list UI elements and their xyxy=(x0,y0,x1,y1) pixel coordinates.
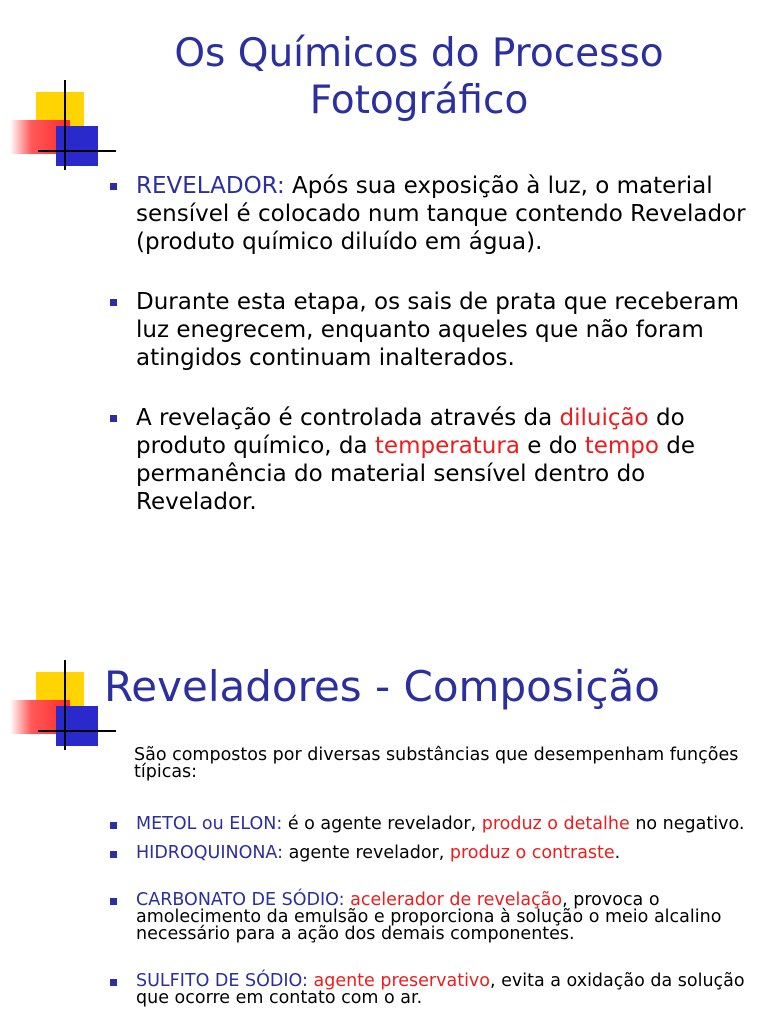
highlight-preservativo: agente preservativo xyxy=(313,971,490,991)
bullet-text: Durante esta etapa, os sais de prata que receberam luz enegrecem, enquanto aqueles que não foram atingidos continuam inalterados. xyxy=(136,289,740,371)
square-bullet-icon xyxy=(110,898,117,905)
bullet-text: de permanência do material sensível dentro do Revelador. xyxy=(136,433,696,515)
intro-text: São compostos por diversas substâncias que desempenham funções típicas: xyxy=(134,745,739,782)
slide-1-title xyxy=(80,30,758,124)
title-line-1: Os Químicos do Processo xyxy=(174,31,664,76)
highlight-temperatura: temperatura xyxy=(374,433,520,459)
highlight-acelerador: acelerador de revelação xyxy=(350,890,563,910)
highlight-contraste: produz o contraste xyxy=(449,843,615,863)
item-text: , evita a oxidação da solução que ocorre em contato com o ar. xyxy=(136,971,745,1008)
term-carbonato: CARBONATO DE SÓDIO: xyxy=(136,890,345,910)
list-item xyxy=(136,288,756,372)
slide-2-bullet-list xyxy=(136,816,748,1007)
term-revelador: REVELADOR: xyxy=(136,173,285,199)
term-hidroquinona: HIDROQUINONA: xyxy=(136,843,283,863)
bullet-text: e do xyxy=(519,433,585,459)
slide-2-title: Reveladores - Composição xyxy=(104,662,660,711)
bullet-text: Após sua exposição à luz, o material sensível é colocado num tanque contendo Revelador (produto químico diluído em água). xyxy=(136,173,746,255)
square-bullet-icon xyxy=(110,979,117,986)
list-item xyxy=(136,816,748,833)
title-line-2: Fotográfico xyxy=(309,78,529,123)
slide-1-bullet-list xyxy=(136,172,756,548)
highlight-tempo: tempo xyxy=(584,433,659,459)
square-bullet-icon xyxy=(110,183,117,190)
list-item xyxy=(136,845,748,862)
highlight-detalhe: produz o detalhe xyxy=(481,814,630,834)
item-text: no negativo. xyxy=(629,814,745,834)
item-text: agente revelador, xyxy=(283,843,450,863)
list-item xyxy=(136,973,748,1007)
bullet-text: do produto químico, da xyxy=(136,405,685,459)
item-text: , provoca o amolecimento da emulsão e proporciona à solução o meio alcalino necessário para a ação dos demais componentes. xyxy=(136,890,722,944)
term-sulfito: SULFITO DE SÓDIO: xyxy=(136,971,308,991)
square-bullet-icon xyxy=(110,822,117,829)
square-bullet-icon xyxy=(110,415,117,422)
list-item xyxy=(136,404,756,516)
highlight-diluicao: diluição xyxy=(559,405,649,431)
square-bullet-icon xyxy=(110,299,117,306)
square-bullet-icon xyxy=(110,851,117,858)
item-text: . xyxy=(614,843,621,863)
list-item xyxy=(136,892,748,943)
bullet-text: A revelação é controlada através da xyxy=(136,405,560,431)
list-item xyxy=(136,172,756,256)
term-metol: METOL ou ELON: xyxy=(136,814,283,834)
item-text: é o agente revelador, xyxy=(282,814,482,834)
slide-2 xyxy=(0,650,768,1024)
